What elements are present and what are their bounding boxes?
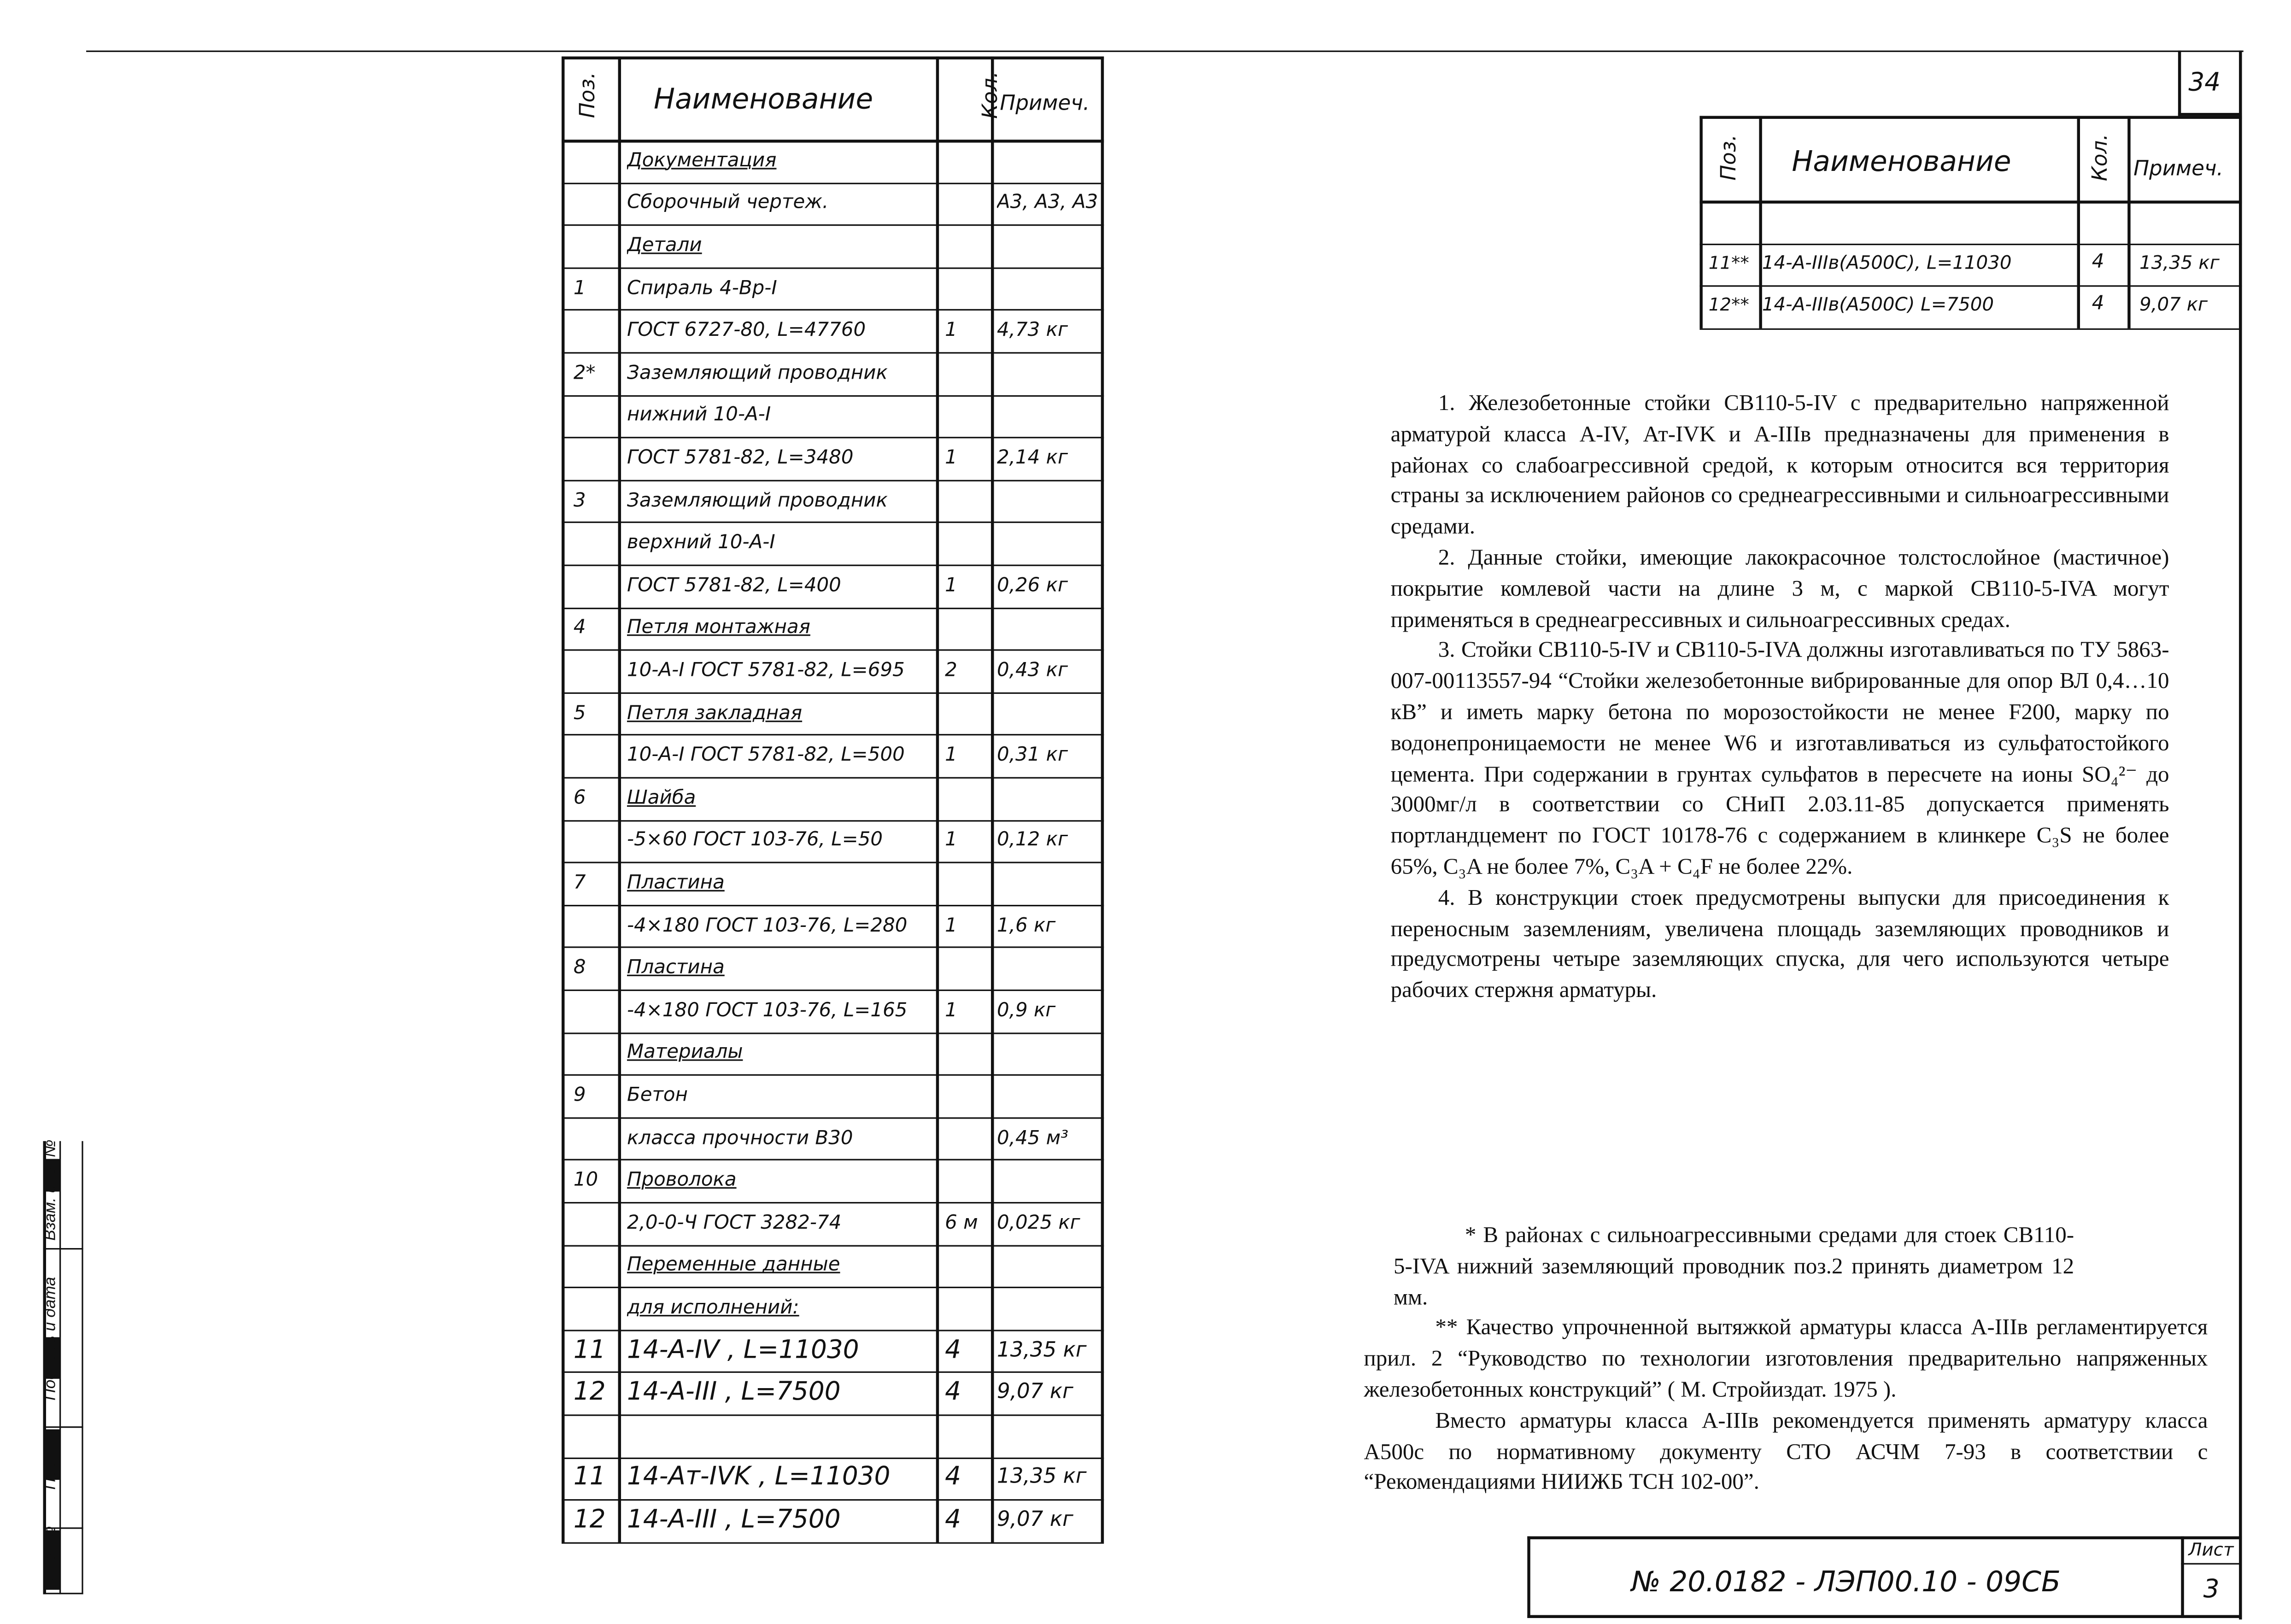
spec-name: Заземляющий проводник — [627, 489, 888, 512]
spec-row-line — [562, 437, 1104, 439]
footnote-3: Вместо арматуры класса А-IIIв рекомендуется применять арматуру класса А500с по нормативному документу СТО АСЧМ 7-93 в соответствии с “Рекомендациями НИИЖБ ТСН 102-00”. — [1364, 1408, 2208, 1495]
spec-name: Спираль 4-Вр-I — [627, 277, 777, 300]
spec-row-line — [562, 990, 1104, 991]
spec-note: 0,26 кг — [996, 575, 1068, 597]
spec-row-line — [562, 862, 1104, 863]
var-top-line — [1699, 116, 2242, 119]
spec-pos: 5 — [573, 702, 586, 725]
spec-row-line — [562, 820, 1104, 821]
spec-note: 9,07 кг — [996, 1380, 1073, 1405]
stamp-sign: Подп. — [41, 1446, 59, 1490]
spec-pos: 12 — [573, 1379, 606, 1407]
spec-row-line — [562, 565, 1104, 566]
spec-row-line — [562, 1372, 1104, 1373]
spec-header-qty: Кол. — [979, 71, 1003, 119]
spec-row-line — [562, 267, 1104, 269]
var-row-line — [1699, 285, 2242, 287]
spec-name: Шайба — [627, 787, 696, 809]
spec-name: Документация — [627, 150, 777, 172]
spec-row-line — [562, 352, 1104, 353]
spec-qty: 4 — [945, 1379, 961, 1407]
spec-name: 14-А-III , L=7500 — [627, 1507, 841, 1535]
spec-name: ГОСТ 5781-82, L=400 — [627, 575, 841, 597]
spec-pos: 7 — [573, 872, 586, 895]
spec-col-line — [562, 57, 564, 1542]
spec-row-line — [562, 522, 1104, 523]
spec-name: Сборочный чертеж. — [627, 192, 829, 215]
spec-pos: 10 — [573, 1169, 598, 1192]
spec-name: -5×60 ГОСТ 103-76, L=50 — [627, 829, 883, 852]
spec-header-line — [562, 140, 1104, 142]
spec-name: Проволока — [627, 1169, 737, 1192]
spec-name: -4×180 ГОСТ 103-76, L=165 — [627, 999, 908, 1022]
spec-name: 14-А-IV , L=11030 — [627, 1337, 859, 1365]
spec-row-line — [562, 607, 1104, 609]
spec-note: 0,9 кг — [996, 999, 1056, 1022]
bottom-border — [1527, 1615, 2242, 1618]
sheet-number-top: 34 — [2188, 68, 2221, 98]
spec-note: 13,35 кг — [996, 1338, 1087, 1362]
spec-row-line — [562, 1032, 1104, 1033]
spec-qty: 1 — [945, 745, 957, 767]
spec-name: 10-А-I ГОСТ 5781-82, L=695 — [627, 659, 905, 682]
spec-name: нижний 10-А-I — [627, 405, 771, 427]
spec-pos: 11 — [573, 1337, 606, 1365]
stamp-bottom — [43, 1593, 83, 1594]
var-row-line — [1699, 243, 2242, 244]
spec-pos: 6 — [573, 787, 586, 809]
var-col-line — [2127, 116, 2130, 328]
spec-qty: 6 м — [945, 1212, 978, 1235]
spec-row-line — [562, 904, 1104, 906]
spec-pos: 4 — [573, 617, 586, 640]
spec-row-line — [562, 1542, 1104, 1543]
spec-pos: 2* — [573, 362, 596, 385]
note-4: 4. В конструкции стоек предусмотрены выпуски для присоединения к переносным заземлениям, увеличена площадь заземляющих проводников и предусмотрены четыре заземляющих спуска, для чего используются четыре рабочих стержня арматуры. — [1390, 885, 2169, 1003]
spec-row-line — [562, 1074, 1104, 1076]
spec-name: Петля закладная — [627, 702, 803, 725]
spec-pos: 8 — [573, 957, 586, 979]
spec-row-line — [562, 225, 1104, 226]
spec-qty: 4 — [945, 1337, 961, 1365]
spec-row-line — [562, 734, 1104, 736]
spec-row-line — [562, 182, 1104, 183]
spec-header-name: Наименование — [654, 83, 873, 116]
var-name: 14-А-IIIв(А500С), L=11030 — [1762, 252, 2012, 273]
var-note: 9,07 кг — [2139, 294, 2208, 316]
spec-qty: 2 — [945, 659, 957, 682]
spec-pos: 9 — [573, 1085, 586, 1107]
spec-qty: 1 — [945, 915, 957, 937]
var-header-pos: Поз. — [1717, 134, 1741, 181]
var-qty: 4 — [2092, 252, 2104, 273]
spec-name: Пластина — [627, 872, 725, 895]
spec-col-line — [991, 57, 994, 1542]
spec-note: 0,025 кг — [996, 1212, 1080, 1235]
sheet-number: 3 — [2203, 1575, 2220, 1605]
spec-pos: 1 — [573, 277, 586, 300]
var-header-note: Примеч. — [2133, 157, 2223, 182]
spec-row-line — [562, 310, 1104, 311]
spec-pos: 3 — [573, 489, 586, 512]
stamp-line-c — [82, 1141, 83, 1595]
spec-row-line — [562, 1117, 1104, 1119]
spec-row-line — [562, 1457, 1104, 1458]
var-qty: 4 — [2092, 294, 2104, 316]
spec-name: Детали — [627, 235, 702, 257]
document-number: № 20.0182 - ЛЭП00.10 - 09СБ — [1631, 1566, 2061, 1599]
note-3: 3. Стойки СВ110-5-IV и СВ110-5-IVA должны изготавливаться по ТУ 5863-007-00113557-94 “Стойки железобетонные вибрированные для опор ВЛ 0,4…10 кВ” и иметь марку бетона по морозостойкости не менее F200, марку по водонепроницаемости не менее W6 и изготавливаться из сульфатостойкого цемента. При содержании в грунтах сульфатов в пересчете на ионы SO₄²⁻ до 3000мг/л в соответствии со СНиП 2.03.11-85 допускается применять портландцемент по ГОСТ 10178-76 с содержанием в клинкере C₃S не более 65%, C₃A не более 7%, C₃A + C₄F не более 22%. — [1390, 638, 2169, 880]
spec-note: 0,43 кг — [996, 659, 1068, 682]
title-block-top — [1527, 1536, 2242, 1539]
var-row-line — [1699, 328, 2242, 329]
spec-note: 4,73 кг — [996, 319, 1068, 342]
footnotes — [1364, 1221, 2208, 1500]
spec-name: -4×180 ГОСТ 103-76, L=280 — [627, 915, 908, 937]
spec-name: Пластина — [627, 957, 725, 979]
spec-note: 9,07 кг — [996, 1508, 1073, 1532]
general-notes — [1391, 389, 2169, 1007]
var-pos: 12** — [1708, 294, 1749, 316]
spec-note: 0,45 м³ — [996, 1127, 1069, 1149]
spec-name: ГОСТ 6727-80, L=47760 — [627, 319, 866, 342]
spec-col-line — [936, 57, 939, 1542]
spec-qty: 1 — [945, 829, 957, 852]
spec-note: 0,12 кг — [996, 829, 1068, 852]
spec-row-line — [562, 947, 1104, 949]
spec-name: 14-А-III , L=7500 — [627, 1379, 841, 1407]
spec-qty: 1 — [945, 575, 957, 597]
spec-qty: 1 — [945, 999, 957, 1022]
spec-name: Заземляющий проводник — [627, 362, 888, 385]
spec-name: 10-А-I ГОСТ 5781-82, L=500 — [627, 745, 905, 767]
var-note: 13,35 кг — [2139, 252, 2220, 273]
note-2: 2. Данные стойки, имеющие лакокрасочное толстослойное (мастичное) покрытие комлевой части на длине 3 м, с маркой СВ110-5-IVA могут применяться в среднеагрессивных и сильноагрессивных средах. — [1390, 545, 2169, 633]
stamp-line-b — [59, 1141, 61, 1595]
spec-pos: 12 — [573, 1507, 606, 1535]
var-col-line — [1699, 116, 1702, 328]
spec-note: А3, А3, А3 — [996, 192, 1098, 215]
spec-row-line — [562, 395, 1104, 396]
spec-qty: 4 — [945, 1507, 961, 1535]
var-header-name: Наименование — [1792, 146, 2011, 178]
stamp-sign-date: Подпись и дата — [41, 1277, 59, 1401]
spec-col-line — [618, 57, 621, 1542]
note-1: 1. Железобетонные стойки СВ110-5-IV с предварительно напряженной арматурой класса А-IV, Ат-IVK и А-IIIв предназначены для применения в районах со слабоагрессивной средой, к которым относится вся территория страны за исключением районов со среднеагрессивными и сильноагрессивными средами. — [1390, 391, 2169, 540]
spec-row-line — [562, 650, 1104, 651]
spec-name: Переменные данные — [627, 1255, 840, 1277]
spec-name: ГОСТ 5781-82, L=3480 — [627, 447, 854, 470]
spec-note: 0,31 кг — [996, 745, 1068, 767]
spec-row-line — [562, 1244, 1104, 1246]
spec-row-line — [562, 1160, 1104, 1161]
spec-header-note: Примеч. — [1000, 92, 1090, 116]
spec-header-pos: Поз. — [576, 72, 600, 118]
spec-name: верхний 10-А-I — [627, 532, 775, 555]
var-name: 14-А-IIIв(А500С) L=7500 — [1762, 294, 1994, 316]
var-col-line — [2077, 116, 2080, 328]
spec-top-line — [562, 57, 1104, 59]
spec-name: 14-Ат-IVK , L=11030 — [627, 1464, 891, 1493]
var-header-qty: Кол. — [2089, 134, 2113, 182]
spec-name: Петля монтажная — [627, 617, 810, 640]
var-col-line — [2239, 116, 2242, 328]
spec-row-line — [562, 692, 1104, 693]
spec-name: класса прочности В30 — [627, 1127, 853, 1149]
spec-qty: 4 — [945, 1464, 961, 1493]
spec-qty: 1 — [945, 319, 957, 342]
sheet-label: Лист — [2188, 1539, 2234, 1560]
title-block-sheet-line — [2181, 1563, 2240, 1565]
spec-name: для исполнений: — [627, 1297, 799, 1319]
title-block-divider — [2181, 1536, 2184, 1618]
spec-note: 1,6 кг — [996, 915, 1056, 937]
spec-row-line — [562, 1414, 1104, 1416]
footnote-2: ** Качество упрочненной вытяжкой арматуры класса А-IIIв регламентируется прил. 2 “Руководство по технологии изготовления предварительно напряженных железобетонных конструкций” ( М. Стройиздат. 1975 ). — [1364, 1315, 2208, 1403]
stamp-replace: Взам. инв. № — [41, 1139, 59, 1241]
spec-note: 13,35 кг — [996, 1466, 1087, 1489]
var-pos: 11** — [1708, 252, 1749, 273]
spec-row-line — [562, 1330, 1104, 1331]
title-block-left — [1527, 1536, 1530, 1618]
footnote-1: * В районах с сильноагрессивными средами для стоек СВ110-5-IVA нижний заземляющий проводник поз.2 принять диаметром 12 мм. — [1394, 1223, 2074, 1310]
spec-row-line — [562, 1500, 1104, 1501]
spec-name: Бетон — [627, 1085, 688, 1107]
stamp-inv: Инв. № — [41, 1526, 59, 1583]
top-border — [86, 51, 2244, 52]
spec-col-line — [1101, 57, 1104, 1542]
sheet-number-box-left — [2178, 51, 2181, 116]
spec-row-line — [562, 1287, 1104, 1288]
spec-note: 2,14 кг — [996, 447, 1068, 470]
spec-row-line — [562, 1202, 1104, 1203]
spec-name: 2,0-0-Ч ГОСТ 3282-74 — [627, 1212, 842, 1235]
spec-row-line — [562, 480, 1104, 481]
stamp-div-2 — [43, 1426, 83, 1428]
spec-pos: 11 — [573, 1464, 606, 1493]
var-header-line — [1699, 200, 2242, 203]
spec-name: Материалы — [627, 1042, 743, 1065]
spec-row-line — [562, 777, 1104, 779]
spec-qty: 1 — [945, 447, 957, 470]
